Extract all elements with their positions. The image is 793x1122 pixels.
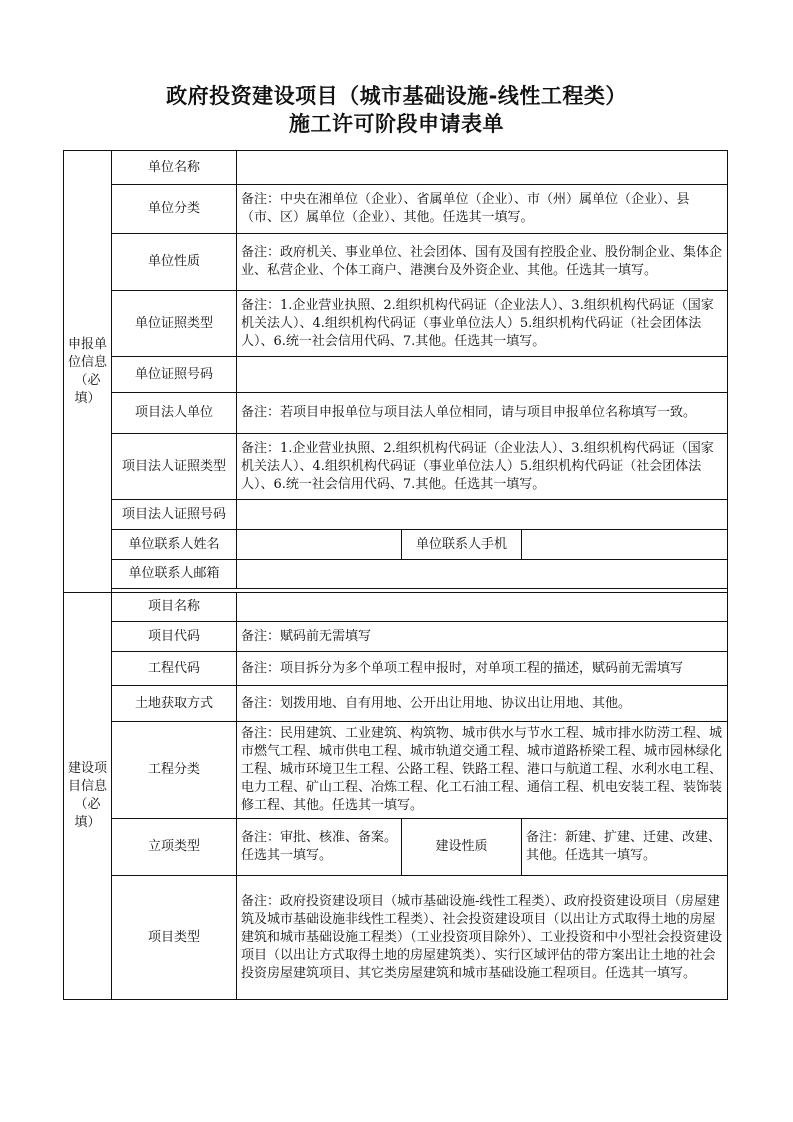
- input-engineering-code[interactable]: 备注：项目拆分为多个单项工程申报时，对单项工程的描述，赋码前无需填写: [237, 652, 728, 686]
- table-row: [64, 500, 728, 530]
- input-land-acquisition[interactable]: 备注：划拨用地、自有用地、公开出让用地、协议出让用地、其他。: [237, 686, 728, 722]
- field-label-unit-nature: 单位性质: [112, 234, 237, 291]
- table-row: [64, 560, 728, 589]
- input-contact-email[interactable]: [237, 560, 728, 589]
- table-row: [64, 686, 728, 722]
- table-row: [64, 652, 728, 686]
- table-row: [64, 819, 728, 876]
- field-label-contact-phone: 单位联系人手机: [402, 530, 522, 560]
- table-row: [64, 593, 728, 622]
- form-title-line1: 政府投资建设项目（城市基础设施-线性工程类）: [166, 84, 627, 108]
- field-label-contact-name: 单位联系人姓名: [112, 530, 237, 560]
- field-label-construction-nature: 建设性质: [402, 819, 522, 876]
- input-project-name[interactable]: [237, 593, 728, 622]
- input-project-code[interactable]: 备注：赋码前无需填写: [237, 622, 728, 652]
- input-unit-nature[interactable]: 备注：政府机关、事业单位、社会团体、国有及国有控股企业、股份制企业、集体企业、私营企业、个体工商户、港澳台及外资企业、其他。任选其一填写。: [237, 234, 728, 291]
- input-construction-nature[interactable]: 备注：新建、扩建、迁建、改建、其他。任选其一填写。: [522, 819, 728, 876]
- form-title-line2: 施工许可阶段申请表单: [289, 112, 504, 136]
- section-label-project: 建设项目信息（必填）: [64, 593, 112, 1000]
- table-row: [64, 393, 728, 434]
- field-label-project-code: 项目代码: [112, 622, 237, 652]
- field-label-unit-category: 单位分类: [112, 185, 237, 234]
- field-label-legal-license-number: 项目法人证照号码: [112, 500, 237, 530]
- table-row: [64, 234, 728, 291]
- table-row: [64, 357, 728, 393]
- table-row: [64, 434, 728, 500]
- field-label-engineering-category: 工程分类: [112, 722, 237, 819]
- input-unit-license-type[interactable]: 备注：1.企业营业执照、2.组织机构代码证（企业法人）、3.组织机构代码证（国家机关法人）、4.组织机构代码证（事业单位法人）5.组织机构代码证（社会团体法人）、6.统一社会信用代码、7.其他。任选其一填写。: [237, 291, 728, 357]
- field-label-project-type: 项目类型: [112, 876, 237, 1000]
- field-label-approval-type: 立项类型: [112, 819, 237, 876]
- table-row: [64, 530, 728, 560]
- input-contact-phone[interactable]: [522, 530, 728, 560]
- input-legal-entity[interactable]: 备注：若项目申报单位与项目法人单位相同，请与项目申报单位名称填写一致。: [237, 393, 728, 434]
- field-label-legal-entity: 项目法人单位: [112, 393, 237, 434]
- table-row: [64, 185, 728, 234]
- input-unit-category[interactable]: 备注：中央在湘单位（企业）、省属单位（企业）、市（州）属单位（企业）、县（市、区）属单位（企业）、其他。任选其一填写。: [237, 185, 728, 234]
- input-project-type[interactable]: 备注：政府投资建设项目（城市基础设施-线性工程类）、政府投资建设项目（房屋建筑及城市基础设施非线性工程类）、社会投资建设项目（以出让方式取得土地的房屋建筑和城市基础设施工程类）（工业投资项目除外）、工业投资和中小型社会投资建设项目（以出让方式取得土地的房屋建筑类）、实行区域评估的带方案出让土地的社会投资房屋建筑项目、其它类房屋建筑和城市基础设施工程项目。任选其一填写。: [237, 876, 728, 1000]
- table-row: [64, 291, 728, 357]
- table-row: [64, 622, 728, 652]
- input-contact-name[interactable]: [237, 530, 402, 560]
- input-approval-type[interactable]: 备注：审批、核准、备案。任选其一填写。: [237, 819, 402, 876]
- application-form-table: [63, 150, 728, 1000]
- table-row: [64, 151, 728, 185]
- input-engineering-category[interactable]: 备注：民用建筑、工业建筑、构筑物、城市供水与节水工程、城市排水防涝工程、城市燃气工程、城市供电工程、城市轨道交通工程、城市道路桥梁工程、城市园林绿化工程、城市环境卫生工程、公路工程、铁路工程、港口与航道工程、水利水电工程、电力工程、矿山工程、冶炼工程、化工石油工程、通信工程、机电安装工程、装饰装修工程、其他。任选其一填写。: [237, 722, 728, 819]
- table-row: [64, 876, 728, 1000]
- field-label-legal-license-type: 项目法人证照类型: [112, 434, 237, 500]
- input-unit-license-number[interactable]: [237, 357, 728, 393]
- field-label-unit-license-type: 单位证照类型: [112, 291, 237, 357]
- input-legal-license-type[interactable]: 备注：1.企业营业执照、2.组织机构代码证（企业法人）、3.组织机构代码证（国家机关法人）、4.组织机构代码证（事业单位法人）5.组织机构代码证（社会团体法人）、6.统一社会信用代码、7.其他。任选其一填写。: [237, 434, 728, 500]
- input-unit-name[interactable]: [237, 151, 728, 185]
- field-label-contact-email: 单位联系人邮箱: [112, 560, 237, 589]
- section-label-applicant: 申报单位信息（必填）: [64, 151, 112, 593]
- field-label-engineering-code: 工程代码: [112, 652, 237, 686]
- field-label-unit-name: 单位名称: [112, 151, 237, 185]
- field-label-land-acquisition: 土地获取方式: [112, 686, 237, 722]
- table-row: [64, 722, 728, 819]
- field-label-project-name: 项目名称: [112, 593, 237, 622]
- input-legal-license-number[interactable]: [237, 500, 728, 530]
- field-label-unit-license-number: 单位证照号码: [112, 357, 237, 393]
